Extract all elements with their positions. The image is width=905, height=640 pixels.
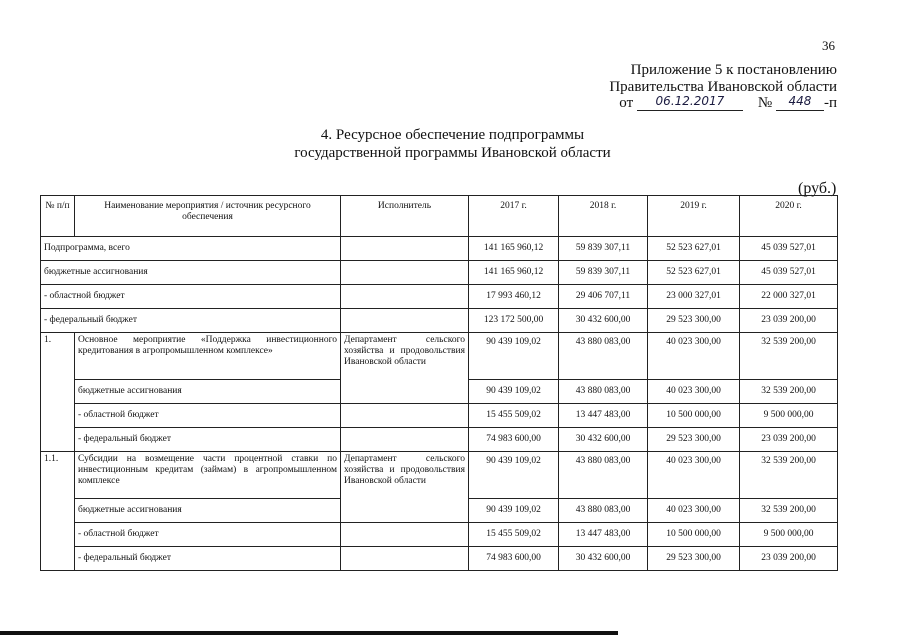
measure-executor: Департамент сельского хозяйства и продовольствия Ивановской области bbox=[341, 333, 469, 404]
date-field bbox=[637, 95, 743, 111]
value-2018: 59 839 307,11 bbox=[559, 261, 648, 285]
page-number: 36 bbox=[822, 38, 835, 53]
appendix-line-1: Приложение 5 к постановлению bbox=[630, 62, 837, 78]
value-2017: 141 165 960,12 bbox=[469, 237, 559, 261]
header-2018: 2018 г. bbox=[559, 196, 648, 237]
value-2020: 32 539 200,00 bbox=[740, 380, 838, 404]
row-executor bbox=[341, 309, 469, 333]
value-2017: 15 455 509,02 bbox=[469, 404, 559, 428]
value-2018: 30 432 600,00 bbox=[559, 547, 648, 571]
value-2018: 43 880 083,00 bbox=[559, 333, 648, 380]
table-row bbox=[41, 261, 838, 285]
value-2020: 23 039 200,00 bbox=[740, 309, 838, 333]
header-name: Наименование мероприятия / источник ресурсного обеспечения bbox=[75, 196, 341, 237]
value-2019: 52 523 627,01 bbox=[648, 237, 740, 261]
value-2017: 123 172 500,00 bbox=[469, 309, 559, 333]
value-2019: 40 023 300,00 bbox=[648, 452, 740, 499]
value-2018: 13 447 483,00 bbox=[559, 523, 648, 547]
value-2019: 40 023 300,00 bbox=[648, 333, 740, 380]
value-2020: 45 039 527,01 bbox=[740, 237, 838, 261]
value-2017: 17 993 460,12 bbox=[469, 285, 559, 309]
units-label: (руб.) bbox=[798, 180, 837, 197]
value-2020: 22 000 327,01 bbox=[740, 285, 838, 309]
row-executor bbox=[341, 547, 469, 571]
row-executor bbox=[341, 261, 469, 285]
value-2020: 9 500 000,00 bbox=[740, 523, 838, 547]
row-label: бюджетные ассигнования bbox=[75, 380, 341, 404]
value-2017: 15 455 509,02 bbox=[469, 523, 559, 547]
value-2020: 23 039 200,00 bbox=[740, 428, 838, 452]
value-2019: 29 523 300,00 bbox=[648, 428, 740, 452]
date-prefix: от bbox=[619, 95, 634, 111]
value-2020: 32 539 200,00 bbox=[740, 452, 838, 499]
header-2017: 2017 г. bbox=[469, 196, 559, 237]
table-row bbox=[41, 309, 838, 333]
value-2017: 74 983 600,00 bbox=[469, 428, 559, 452]
value-2019: 10 500 000,00 bbox=[648, 404, 740, 428]
value-2017: 90 439 109,02 bbox=[469, 333, 559, 380]
table-row bbox=[41, 404, 838, 428]
row-executor bbox=[341, 285, 469, 309]
table-row bbox=[41, 237, 838, 261]
value-2020: 23 039 200,00 bbox=[740, 547, 838, 571]
handwritten-date: 06.12.2017 bbox=[655, 94, 725, 108]
row-label: - федеральный бюджет bbox=[41, 309, 341, 333]
table-header-row bbox=[41, 196, 838, 237]
value-2018: 30 432 600,00 bbox=[559, 309, 648, 333]
table-row bbox=[41, 428, 838, 452]
row-label: - федеральный бюджет bbox=[75, 428, 341, 452]
measure-number: 1.1. bbox=[41, 452, 75, 571]
measure-executor: Департамент сельского хозяйства и продовольствия Ивановской области bbox=[341, 452, 469, 523]
value-2018: 43 880 083,00 bbox=[559, 499, 648, 523]
measure-number: 1. bbox=[41, 333, 75, 452]
header-2020: 2020 г. bbox=[740, 196, 838, 237]
value-2018: 43 880 083,00 bbox=[559, 452, 648, 499]
value-2019: 52 523 627,01 bbox=[648, 261, 740, 285]
resource-table bbox=[40, 195, 838, 571]
row-executor bbox=[341, 428, 469, 452]
row-label: - областной бюджет bbox=[75, 404, 341, 428]
value-2017: 90 439 109,02 bbox=[469, 452, 559, 499]
value-2017: 141 165 960,12 bbox=[469, 261, 559, 285]
row-executor bbox=[341, 237, 469, 261]
value-2017: 74 983 600,00 bbox=[469, 547, 559, 571]
value-2020: 45 039 527,01 bbox=[740, 261, 838, 285]
scan-edge-bar bbox=[0, 631, 618, 635]
handwritten-number: 448 bbox=[788, 94, 812, 108]
value-2018: 59 839 307,11 bbox=[559, 237, 648, 261]
value-2019: 40 023 300,00 bbox=[648, 499, 740, 523]
value-2020: 32 539 200,00 bbox=[740, 499, 838, 523]
value-2018: 29 406 707,11 bbox=[559, 285, 648, 309]
header-no: № п/п bbox=[41, 196, 75, 237]
value-2018: 43 880 083,00 bbox=[559, 380, 648, 404]
measure-name: Субсидии на возмещение части процентной ставки по инвестиционным кредитам (займам) в агропромышленном комплексе bbox=[75, 452, 341, 499]
row-executor bbox=[341, 404, 469, 428]
value-2019: 29 523 300,00 bbox=[648, 547, 740, 571]
row-label: бюджетные ассигнования bbox=[41, 261, 341, 285]
row-label: - областной бюджет bbox=[75, 523, 341, 547]
appendix-date-line bbox=[619, 95, 837, 112]
row-label: бюджетные ассигнования bbox=[75, 499, 341, 523]
header-2019: 2019 г. bbox=[648, 196, 740, 237]
header-executor: Исполнитель bbox=[341, 196, 469, 237]
value-2017: 90 439 109,02 bbox=[469, 499, 559, 523]
value-2019: 29 523 300,00 bbox=[648, 309, 740, 333]
appendix-line-2: Правительства Ивановской области bbox=[609, 79, 837, 95]
value-2019: 40 023 300,00 bbox=[648, 380, 740, 404]
row-label: - областной бюджет bbox=[41, 285, 341, 309]
value-2019: 23 000 327,01 bbox=[648, 285, 740, 309]
value-2018: 13 447 483,00 bbox=[559, 404, 648, 428]
number-suffix: -п bbox=[823, 95, 837, 111]
number-sign: № bbox=[757, 95, 773, 111]
number-field bbox=[776, 95, 824, 111]
measure-name: Основное мероприятие «Поддержка инвестиционного кредитования в агропромышленном комплексе» bbox=[75, 333, 341, 380]
table-row bbox=[41, 547, 838, 571]
section-title-line-1: 4. Ресурсное обеспечение подпрограммы bbox=[320, 127, 585, 143]
value-2017: 90 439 109,02 bbox=[469, 380, 559, 404]
section-title-line-2: государственной программы Ивановской области bbox=[294, 145, 611, 161]
value-2020: 9 500 000,00 bbox=[740, 404, 838, 428]
value-2019: 10 500 000,00 bbox=[648, 523, 740, 547]
table-row bbox=[41, 285, 838, 309]
table-row-measure-1 bbox=[41, 333, 838, 380]
value-2018: 30 432 600,00 bbox=[559, 428, 648, 452]
row-label: Подпрограмма, всего bbox=[41, 237, 341, 261]
row-label: - федеральный бюджет bbox=[75, 547, 341, 571]
table-row-measure-1-1 bbox=[41, 452, 838, 499]
value-2020: 32 539 200,00 bbox=[740, 333, 838, 380]
table-row bbox=[41, 523, 838, 547]
row-executor bbox=[341, 523, 469, 547]
